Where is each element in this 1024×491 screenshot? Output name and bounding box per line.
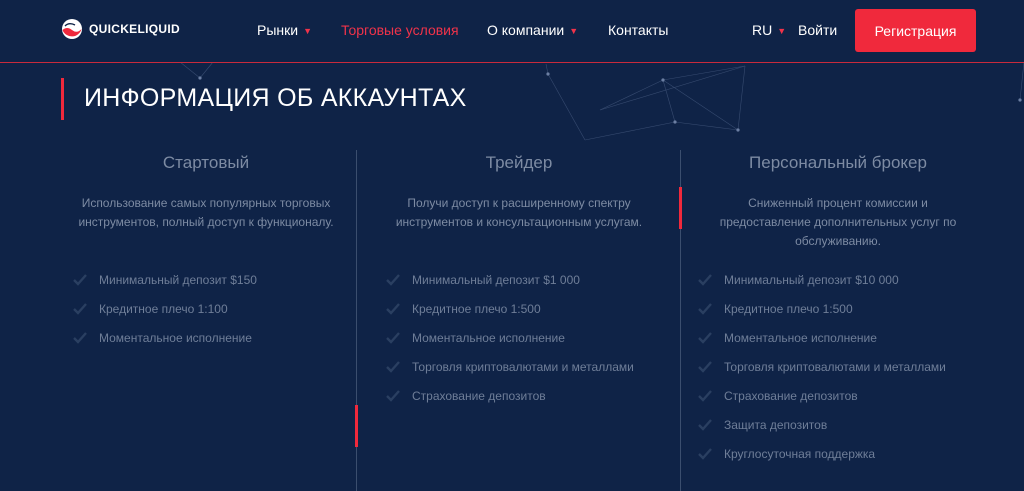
check-icon bbox=[386, 361, 400, 373]
check-icon bbox=[386, 274, 400, 286]
description-line: инструментов и консультационным услугам. bbox=[395, 215, 643, 229]
feature-item: Страхование депозитов bbox=[698, 381, 946, 410]
language-selector[interactable] bbox=[752, 22, 786, 38]
feature-list bbox=[698, 265, 946, 468]
check-icon bbox=[386, 303, 400, 315]
caret-down-icon: ▼ bbox=[777, 26, 787, 36]
description-line: инструментов, полный доступ к функционалу. bbox=[78, 215, 334, 229]
plan-title: Персональный брокер bbox=[749, 153, 927, 172]
feature-item: Моментальное исполнение bbox=[73, 323, 257, 352]
feature-item: Моментальное исполнение bbox=[698, 323, 946, 352]
section-title: ИНФОРМАЦИЯ ОБ АККАУНТАХ bbox=[84, 84, 467, 112]
feature-item: Минимальный депозит $10 000 bbox=[698, 265, 946, 294]
caret-down-icon: ▼ bbox=[569, 26, 579, 36]
register-button[interactable]: Регистрация bbox=[855, 9, 976, 52]
check-icon bbox=[698, 419, 712, 431]
feature-item: Кредитное плечо 1:500 bbox=[386, 294, 634, 323]
check-icon bbox=[73, 303, 87, 315]
check-icon bbox=[73, 274, 87, 286]
nav-label: О компании bbox=[487, 22, 565, 38]
logo-text: QUICKELIQUID bbox=[89, 22, 180, 36]
language-label: RU bbox=[752, 22, 773, 38]
column-accent-bar bbox=[679, 187, 682, 229]
plan-description bbox=[61, 194, 351, 232]
caret-down-icon: ▼ bbox=[303, 26, 312, 36]
check-icon bbox=[698, 303, 712, 315]
feature-list bbox=[386, 265, 634, 410]
nav-label: Рынки bbox=[257, 22, 299, 38]
check-icon bbox=[386, 332, 400, 344]
description-line: предоставление дополнительных услуг по bbox=[719, 215, 957, 229]
plan-description bbox=[364, 194, 674, 232]
login-link[interactable]: Войти bbox=[798, 22, 838, 38]
feature-item: Защита депозитов bbox=[698, 410, 946, 439]
column-accent-bar bbox=[355, 405, 358, 447]
feature-list bbox=[73, 265, 257, 352]
feature-item: Минимальный депозит $150 bbox=[73, 265, 257, 294]
plan-title: Трейдер bbox=[485, 153, 553, 172]
feature-item: Минимальный депозит $1 000 bbox=[386, 265, 634, 294]
check-icon bbox=[698, 361, 712, 373]
plan-title: Стартовый bbox=[162, 153, 250, 172]
description-line: обслуживанию. bbox=[795, 234, 881, 248]
feature-item: Моментальное исполнение bbox=[386, 323, 634, 352]
feature-item: Торговля криптовалютами и металлами bbox=[386, 352, 634, 381]
check-icon bbox=[698, 274, 712, 286]
nav-item-contacts[interactable] bbox=[608, 22, 668, 38]
section-accent-bar bbox=[61, 78, 64, 120]
logo-icon bbox=[61, 18, 83, 40]
nav-item-markets[interactable] bbox=[257, 22, 312, 38]
check-icon bbox=[698, 448, 712, 460]
feature-item: Страхование депозитов bbox=[386, 381, 634, 410]
check-icon bbox=[698, 390, 712, 402]
description-line: Использование самых популярных торговых bbox=[81, 196, 331, 210]
nav-item-about[interactable] bbox=[487, 22, 578, 38]
check-icon bbox=[386, 390, 400, 402]
nav-label: Торговые условия bbox=[341, 22, 459, 38]
check-icon bbox=[698, 332, 712, 344]
feature-item: Торговля криптовалютами и металлами bbox=[698, 352, 946, 381]
nav-item-trading-conditions[interactable] bbox=[341, 22, 459, 38]
feature-item: Кредитное плечо 1:500 bbox=[698, 294, 946, 323]
site-header bbox=[0, 0, 1024, 63]
description-line: Сниженный процент комиссии и bbox=[748, 196, 928, 210]
logo[interactable] bbox=[61, 18, 180, 40]
check-icon bbox=[73, 332, 87, 344]
feature-item: Круглосуточная поддержка bbox=[698, 439, 946, 468]
plan-description bbox=[688, 194, 988, 251]
feature-item: Кредитное плечо 1:100 bbox=[73, 294, 257, 323]
description-line: Получи доступ к расширенному спектру bbox=[407, 196, 631, 210]
nav-label: Контакты bbox=[608, 22, 669, 38]
